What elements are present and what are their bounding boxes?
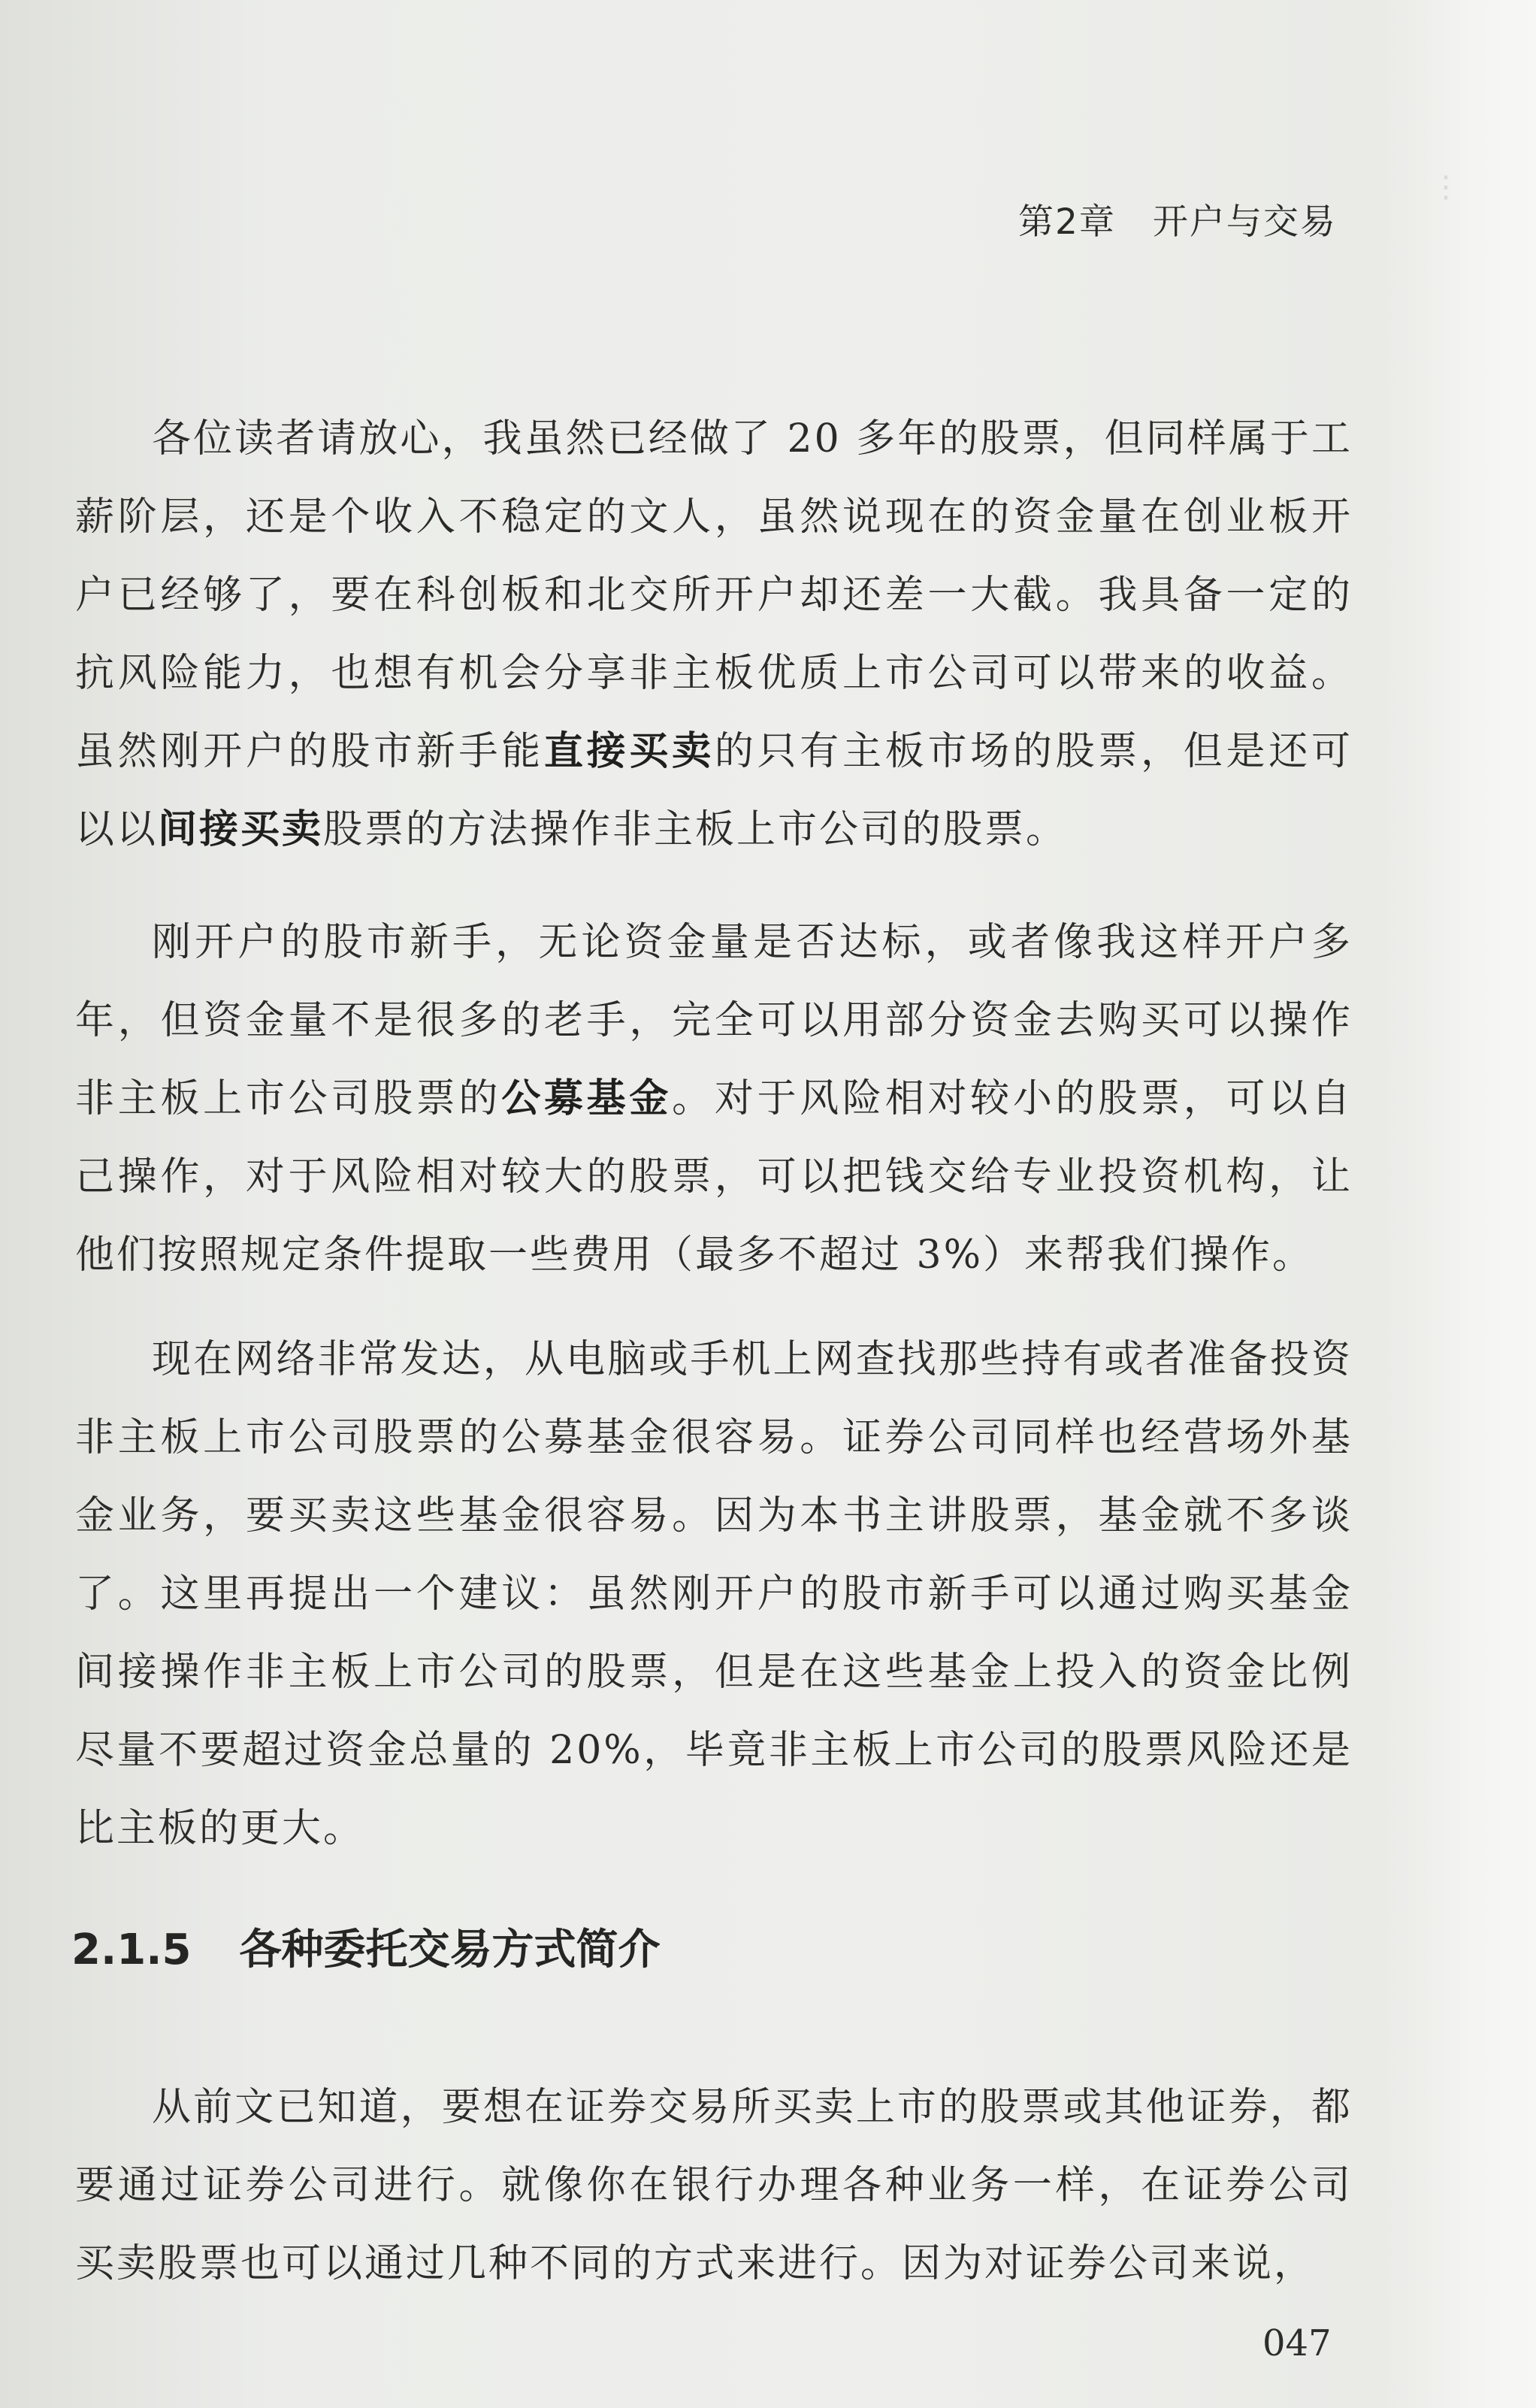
bold-term-indirect-trading: 间接买卖 — [158, 807, 324, 852]
body-paragraph-4: 从前文已知道，要想在证券交易所买卖上市的股票或其他证券，都要通过证券公司进行。就像你在银行办理各种业务一样，在证券公司买卖股票也可以通过几种不同的方式来进行。因为对证券公司来说， — [75, 2085, 1353, 2286]
paragraph-text: 股票的方法操作非主板上市公司的股票。 — [323, 807, 1068, 852]
paragraph-text: 的只有主板市场的股票，但是还可以以 — [75, 729, 1353, 852]
page-right-edge — [1378, 0, 1536, 2408]
paragraph-text: 刚开户的股市新手，无论资金量是否达标，或者像我这样开户多年，但资金量不是很多的老手，完全可以用部分资金去购买可以操作非主板上市公司股票的 — [75, 920, 1353, 1121]
bold-term-direct-trading: 直接买卖 — [543, 729, 715, 774]
body-paragraph-2 — [75, 903, 1353, 1294]
paragraph-text: 。对于风险相对较小的股票，可以自己操作，对于风险相对较大的股票，可以把钱交给专业投资机构，让他们按照规定条件提取一些费用（最多不超过 3%）来帮我们操作。 — [75, 1076, 1353, 1278]
page-number: 047 — [1262, 2322, 1332, 2364]
section-number: 2.1.5 — [71, 1925, 192, 1974]
body-paragraph-3: 现在网络非常发达，从电脑或手机上网查找那些持有或者准备投资非主板上市公司股票的公募基金很容易。证券公司同样也经营场外基金业务，要买卖这些基金很容易。因为本书主讲股票，基金就不多谈了。这里再提出一个建议：虽然刚开户的股市新手可以通过购买基金间接操作非主板上市公司的股票，但是在这些基金上投入的资金比例尽量不要超过资金总量的 20%，毕竟非主板上市公司的股票风险还是比主板的更大。 — [75, 1337, 1353, 1851]
section-title: 各种委托交易方式简介 — [239, 1925, 661, 1974]
bold-term-public-fund: 公募基金 — [501, 1076, 673, 1121]
bleed-through-mark: ⋮ — [1431, 170, 1461, 204]
section-heading — [71, 1916, 660, 1977]
paragraph-text: 各位读者请放心，我虽然已经做了 20 多年的股票，但同样属于工薪阶层，还是个收入不稳定的文人，虽然说现在的资金量在创业板开户已经够了，要在科创板和北交所开户却还差一大截。我具备一定的抗风险能力，也想有机会分享非主板优质上市公司可以带来的收益。虽然刚开户的股市新手能 — [75, 416, 1353, 774]
body-paragraph-1 — [75, 400, 1353, 869]
running-head: 第2章 开户与交易 — [1018, 201, 1337, 243]
